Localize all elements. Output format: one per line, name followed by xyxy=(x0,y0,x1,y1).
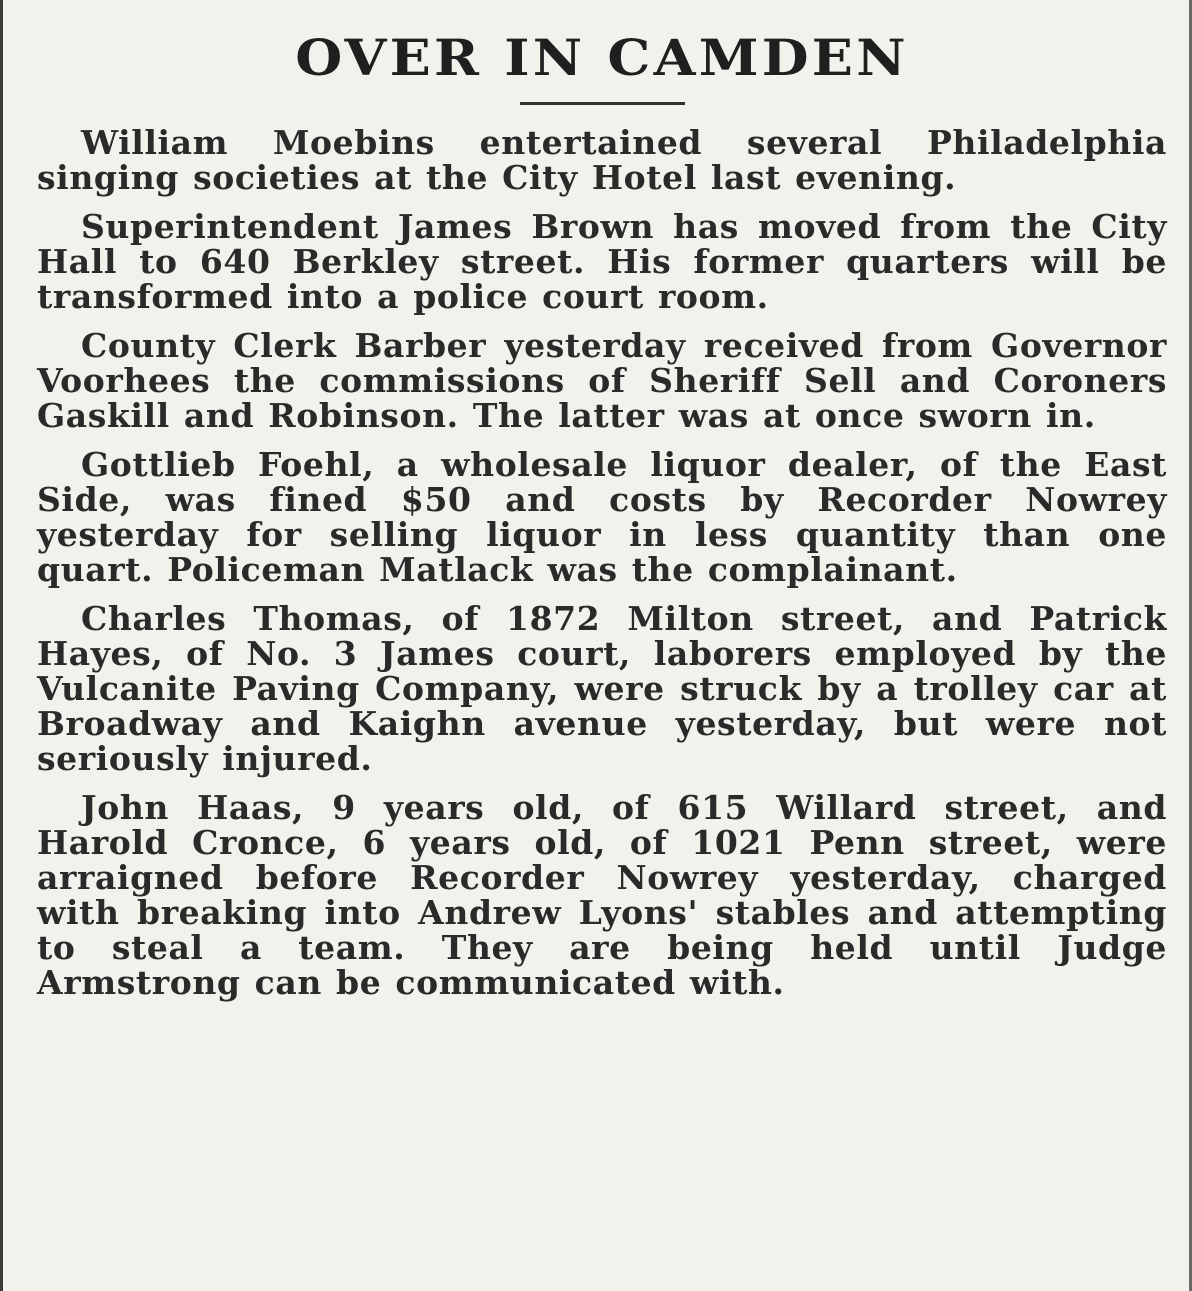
headline-rule xyxy=(520,102,685,105)
headline: OVER IN CAMDEN xyxy=(295,28,909,87)
news-item-barber: County Clerk Barber yesterday received from Governor Voorhees the commissions of Sheriff Sell and Coroners Gaskill and Robinson. The latter was at once sworn in. xyxy=(37,326,1167,435)
news-item-thomas-hayes: Charles Thomas, of 1872 Milton street, and Patrick Hayes, of No. 3 James court, laborers employed by the Vulcanite Paving Company, were struck by a trolley car at Broadway and Kaighn avenue yesterday, but were not seriously injured. xyxy=(37,599,1167,778)
news-item-haas-cronce: John Haas, 9 years old, of 615 Willard street, and Harold Cronce, 6 years old, of 1021 Penn street, were arraigned before Recorder Nowrey yesterday, charged with breaking into Andrew Lyons' stables and attempting to steal a team. They are being held until Judge Armstrong can be communicated with. xyxy=(37,788,1167,1002)
news-item-brown: Superintendent James Brown has moved from the City Hall to 640 Berkley street. His former quarters will be transformed into a police court room. xyxy=(37,207,1167,316)
news-item-moebins: William Moebins entertained several Philadelphia singing societies at the City Hotel last evening. xyxy=(37,123,1167,197)
news-item-foehl: Gottlieb Foehl, a wholesale liquor dealer, of the East Side, was fined $50 and costs by Recorder Nowrey yesterday for selling liquor in less quantity than one quart. Policeman Matlack was the complainant. xyxy=(37,445,1167,589)
article-body xyxy=(37,125,1167,1000)
